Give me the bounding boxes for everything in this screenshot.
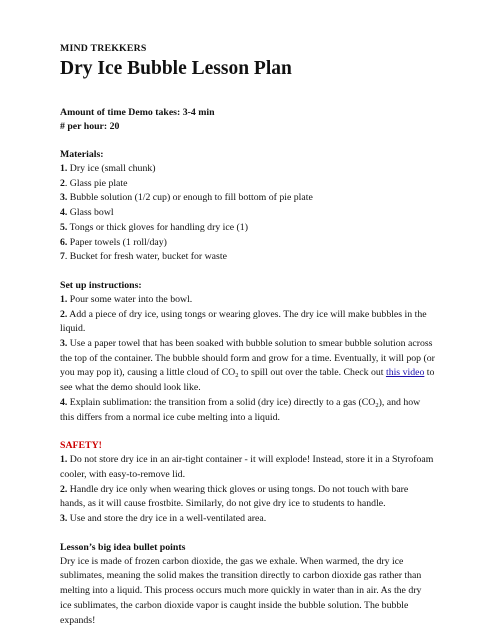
step-number: 2. [60,308,68,320]
organization-name: MIND TREKKERS [60,43,147,54]
setup-heading: Set up instructions: [60,279,142,291]
step-number: 4. [60,396,68,408]
materials-item [60,236,435,251]
materials-item [60,206,435,221]
item-text: Do not store dry ice in an air-tight container - it will explode! Instead, store it in a Styrofoam cooler, with easy-to-remove lid. [60,454,434,480]
safety-item [60,512,435,527]
step-number: 1. [60,293,68,305]
materials-item [60,221,435,236]
safety-section [60,439,435,527]
item-number: 7 [60,251,65,263]
setup-step [60,308,435,337]
safety-heading: SAFETY! [60,440,102,452]
safety-item [60,453,435,482]
materials-item [60,191,435,206]
item-number: 2 [60,177,65,189]
step-text: to see what the demo should look like. [60,367,435,394]
document-title: Dry Ice Bubble Lesson Plan [60,58,292,79]
materials-section [60,148,435,265]
step-text: to spill out over the table. Check out [238,367,386,379]
item-number: 1. [60,163,68,174]
item-number: 3. [60,192,68,204]
step-number: 3. [60,338,68,350]
step-text: Explain sublimation: the transition from a solid (dry ice) directly to a gas (CO [67,396,376,408]
setup-step [60,337,435,396]
item-number: 6. [60,236,68,248]
step-text: ), and how this differs from a normal ice cube melting into a liquid. [60,396,421,423]
subscript: 2 [235,372,239,380]
item-number: 1. [60,454,68,466]
demo-meta [60,106,435,134]
item-number: 4. [60,207,68,219]
setup-step [60,396,435,425]
big-idea-text: Dry ice is made of frozen carbon dioxide, the gas we exhale. When warmed, the dry ice sublimates, meaning the solid makes the transition directly to carbon dioxide gas rather than melting into a liquid. This process occurs much more quickly in water than in air. As the dry ice sublimates, the carbon dioxide vapor is caught inside the bubble solution. The bubble expands! [60,555,422,626]
video-link[interactable]: this video [385,367,425,379]
big-idea-section [60,541,435,629]
setup-step [60,293,435,308]
materials-item [60,250,435,265]
item-text: Paper towels (1 roll/day) [67,236,167,248]
materials-item [60,162,435,177]
item-number: 3. [60,513,68,525]
demo-time: Amount of time Demo takes: 3-4 min [60,107,215,118]
subscript: 2 [375,401,379,409]
item-text: Bubble solution (1/2 cup) or enough to fill bottom of pie plate [67,192,313,204]
demo-per-hour: # per hour: 20 [60,121,120,132]
item-text: . Bucket for fresh water, bucket for waste [64,251,227,263]
setup-section [60,279,435,425]
item-text: Tongs or thick gloves for handling dry ice (1) [67,221,248,233]
item-text: Dry ice (small chunk) [67,163,156,174]
item-text: Handle dry ice only when wearing thick gloves or using tongs. Do not touch with bare hands, as it will cause frostbite. Similarly, do not give dry ice to students to handle. [60,483,409,510]
safety-item [60,483,435,512]
big-idea-heading: Lesson’s big idea bullet points [60,541,186,553]
item-number: 5. [60,221,68,233]
step-text: Use a paper towel that has been soaked with bubble solution to smear bubble solution across the top of the container. The bubble should form and grow for a time. Eventually, it will pop (or you may pop it), causing a little cloud of CO [60,338,435,379]
step-text: Pour some water into the bowl. [67,293,193,305]
materials-heading: Materials: [60,149,104,160]
item-text: Use and store the dry ice in a well-ventilated area. [67,513,267,525]
item-text: . Glass pie plate [64,177,128,189]
materials-item [60,177,435,192]
step-text: Add a piece of dry ice, using tongs or wearing gloves. The dry ice will make bubbles in the liquid. [60,308,427,335]
item-text: Glass bowl [67,207,114,219]
item-number: 2. [60,483,68,495]
